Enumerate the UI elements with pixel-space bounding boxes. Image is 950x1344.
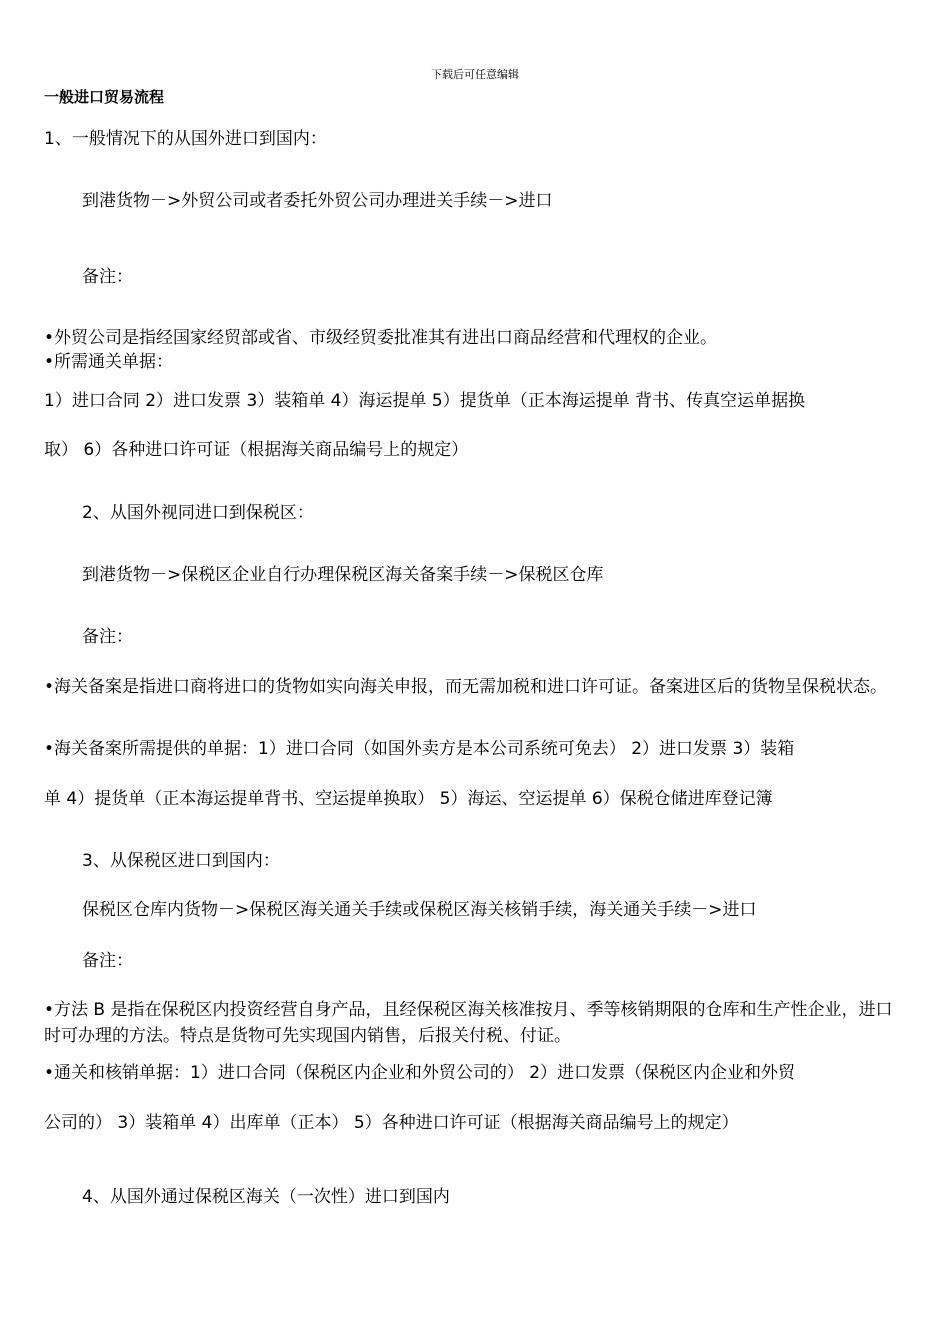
- section3-bullet-1: •方法 B 是指在保税区内投资经营自身产品，且经保税区海关核准按月、季等核销期限的仓库和生产性企业，进口时可办理的方法。特点是货物可先实现国内销售，后报关付税、付证。: [44, 1000, 893, 1046]
- document-title: 一般进口贸易流程: [44, 88, 165, 106]
- section3-heading: 3、从保税区进口到国内：: [82, 851, 280, 871]
- section3-flow: 保税区仓库内货物－>保税区海关通关手续或保税区海关核销手续，海关通关手续－>进口: [82, 900, 757, 920]
- section3-note-label: 备注：: [82, 951, 133, 971]
- header-note: 下载后可任意编辑: [431, 68, 519, 81]
- section2-heading: 2、从国外视同进口到保税区：: [82, 503, 314, 523]
- section1-bullet-1: •外贸公司是指经国家经贸部或省、市级经贸委批准其有进出口商品经营和代理权的企业。: [44, 328, 718, 348]
- section1-docs-line-1: 1）进口合同 2）进口发票 3）装箱单 4）海运提单 5）提货单（正本海运提单 背书、传真空运单据换: [44, 391, 806, 411]
- section4-heading: 4、从国外通过保税区海关（一次性）进口到国内: [82, 1187, 450, 1207]
- section2-flow: 到港货物－>保税区企业自行办理保税区海关备案手续－>保税区仓库: [82, 565, 604, 585]
- section2-note-label: 备注：: [82, 627, 133, 647]
- section1-flow: 到港货物－>外贸公司或者委托外贸公司办理进关手续－>进口: [82, 191, 553, 211]
- section1-bullet-2: •所需通关单据：: [44, 352, 174, 372]
- section2-bullet-1: •海关备案是指进口商将进口的货物如实向海关申报，而无需加税和进口许可证。备案进区后的货物呈保税状态。: [44, 677, 888, 697]
- section1-note-label: 备注：: [82, 267, 133, 287]
- section1-docs-line-2: 取） 6）各种进口许可证（根据海关商品编号上的规定）: [44, 440, 469, 460]
- section1-heading: 1、一般情况下的从国外进口到国内：: [44, 129, 327, 149]
- section2-docs-line-2: 单 4）提货单（正本海运提单背书、空运提单换取） 5）海运、空运提单 6）保税仓储进库登记簿: [44, 789, 773, 809]
- section3-docs-line-2: 公司的） 3）装箱单 4）出库单（正本） 5）各种进口许可证（根据海关商品编号上的规定）: [44, 1113, 739, 1133]
- section2-docs-line-1: •海关备案所需提供的单据：1）进口合同（如国外卖方是本公司系统可免去） 2）进口发票 3）装箱: [44, 739, 795, 759]
- section3-docs-line-1: •通关和核销单据：1）进口合同（保税区内企业和外贸公司的） 2）进口发票（保税区内企业和外贸: [44, 1063, 796, 1083]
